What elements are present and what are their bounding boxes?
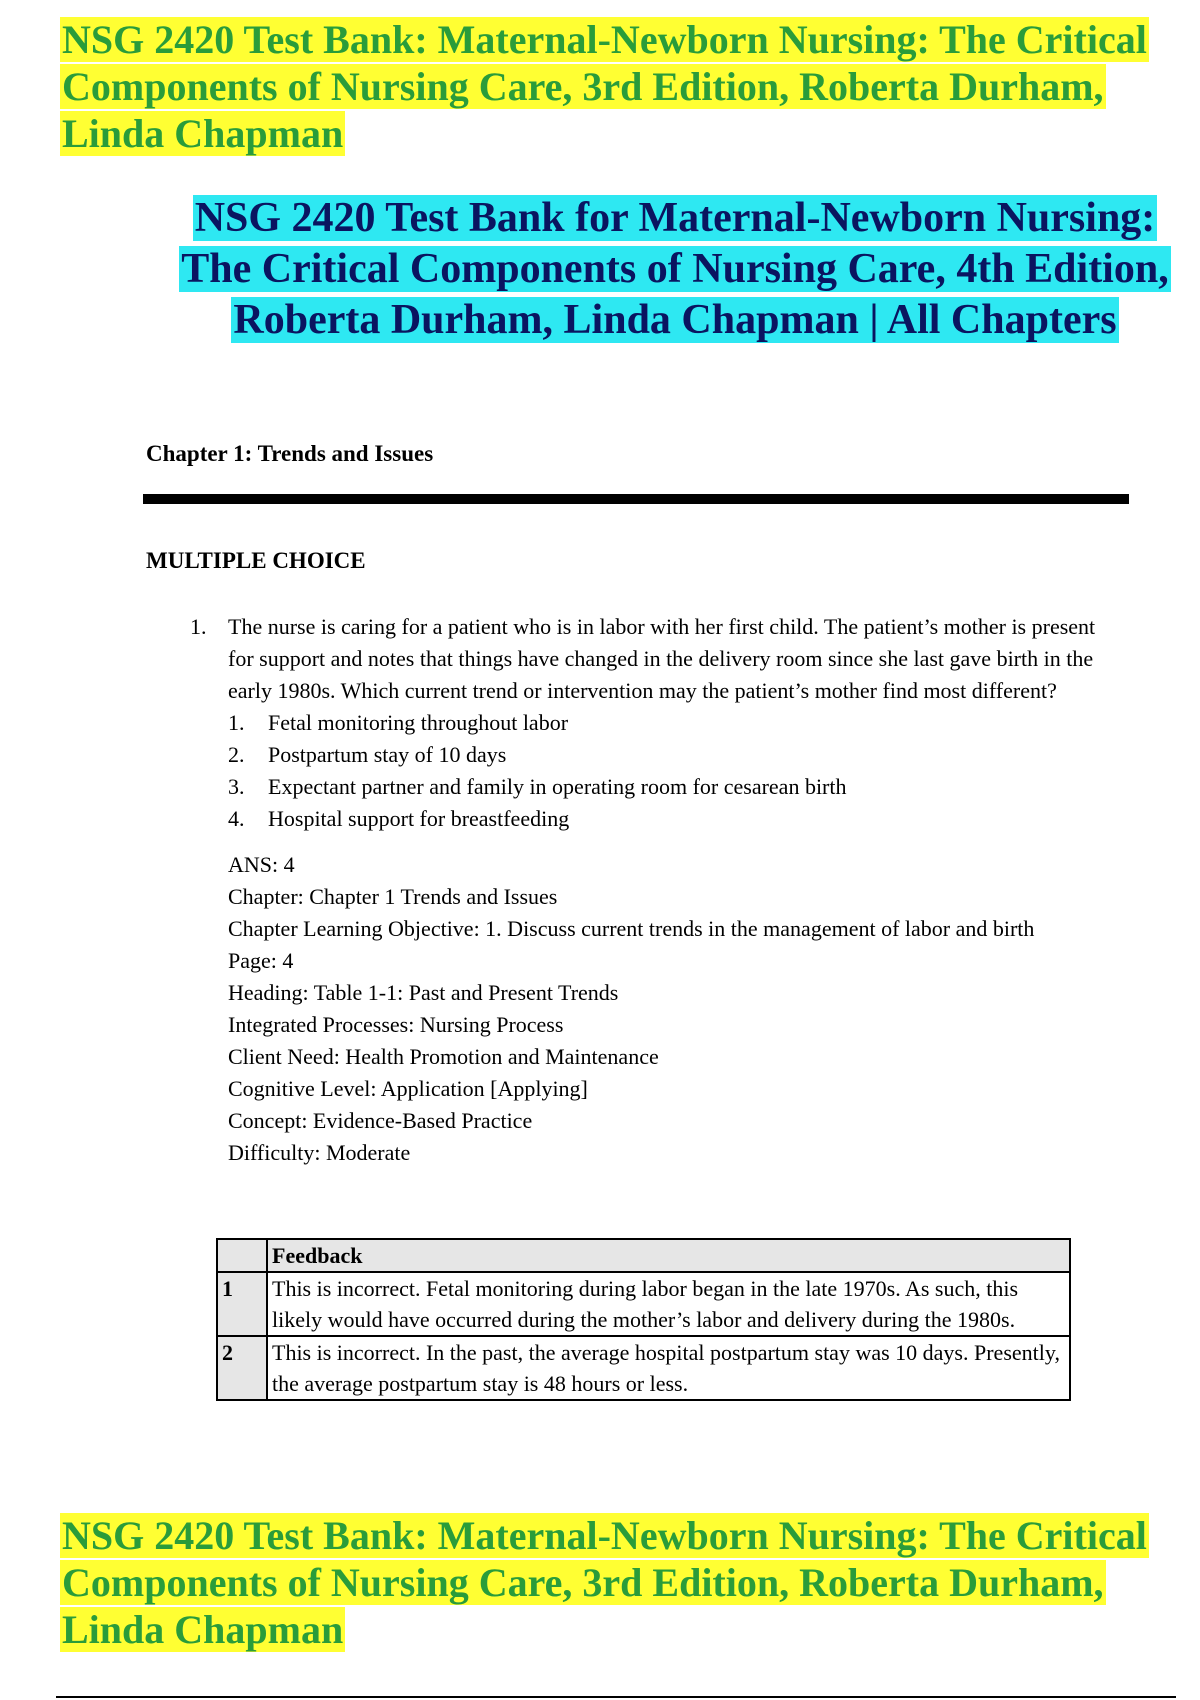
meta-chapter: Chapter: Chapter 1 Trends and Issues xyxy=(228,884,558,909)
option-text: Fetal monitoring throughout labor xyxy=(268,710,569,735)
answer-option xyxy=(228,771,1120,803)
question-number: 1. xyxy=(190,614,207,639)
feedback-table xyxy=(216,1238,1071,1401)
section-divider xyxy=(143,494,1129,504)
meta-difficulty: Difficulty: Moderate xyxy=(228,1140,411,1165)
option-number: 1. xyxy=(228,710,245,735)
question-metadata xyxy=(228,849,1120,1169)
question-block xyxy=(190,611,1120,1169)
top-banner-heading xyxy=(60,16,1180,157)
meta-client-need: Client Need: Health Promotion and Maintenance xyxy=(228,1044,659,1069)
option-number: 4. xyxy=(228,806,245,831)
footer-divider xyxy=(56,1696,1176,1698)
feedback-row-number: 1 xyxy=(217,1272,267,1336)
table-row xyxy=(217,1336,1070,1400)
feedback-row-text: This is incorrect. In the past, the average hospital postpartum stay was 10 days. Presently, the average postpartum stay is 48 hours or less. xyxy=(267,1336,1070,1400)
question-text: The nurse is caring for a patient who is in labor with her first child. The patient’s mother is present for support and notes that things have changed in the delivery room since she last gave birth in the early 1980s. Which current trend or intervention may the patient’s mother find most different? xyxy=(228,614,1096,703)
chapter-heading: Chapter 1: Trends and Issues xyxy=(146,441,434,466)
option-text: Postpartum stay of 10 days xyxy=(268,742,507,767)
option-number: 3. xyxy=(228,774,245,799)
answer-option xyxy=(228,739,1120,771)
feedback-header: Feedback xyxy=(267,1239,1070,1272)
document-title-text: NSG 2420 Test Bank for Maternal-Newborn Nursing: The Critical Components of Nursing Care, 4th Edition, Roberta Durham, Linda Chapman | All Chapters xyxy=(181,195,1169,343)
table-header-row xyxy=(217,1239,1070,1272)
table-row xyxy=(217,1272,1070,1336)
table-header-cell-empty xyxy=(217,1239,267,1272)
option-text: Hospital support for breastfeeding xyxy=(268,806,570,831)
meta-heading: Heading: Table 1-1: Past and Present Trends xyxy=(228,980,619,1005)
answer-options xyxy=(228,707,1120,835)
answer-key: ANS: 4 xyxy=(228,852,295,877)
option-number: 2. xyxy=(228,742,245,767)
meta-integrated-processes: Integrated Processes: Nursing Process xyxy=(228,1012,564,1037)
feedback-row-number: 2 xyxy=(217,1336,267,1400)
meta-cognitive-level: Cognitive Level: Application [Applying] xyxy=(228,1076,588,1101)
meta-learning-objective: Chapter Learning Objective: 1. Discuss current trends in the management of labor and birth xyxy=(228,916,1035,941)
option-text: Expectant partner and family in operating room for cesarean birth xyxy=(268,774,847,799)
document-title xyxy=(170,193,1180,346)
answer-option xyxy=(228,707,1120,739)
meta-concept: Concept: Evidence-Based Practice xyxy=(228,1108,533,1133)
section-heading: MULTIPLE CHOICE xyxy=(146,548,366,573)
bottom-banner-text: NSG 2420 Test Bank: Maternal-Newborn Nursing: The Critical Components of Nursing Care, 3rd Edition, Roberta Durham, Linda Chapman xyxy=(62,1513,1147,1652)
bottom-banner-heading xyxy=(60,1512,1180,1653)
feedback-row-text: This is incorrect. Fetal monitoring during labor began in the late 1970s. As such, this likely would have occurred during the mother’s labor and delivery during the 1980s. xyxy=(267,1272,1070,1336)
top-banner-text: NSG 2420 Test Bank: Maternal-Newborn Nursing: The Critical Components of Nursing Care, 3rd Edition, Roberta Durham, Linda Chapman xyxy=(62,17,1147,156)
meta-page: Page: 4 xyxy=(228,948,294,973)
answer-option xyxy=(228,803,1120,835)
